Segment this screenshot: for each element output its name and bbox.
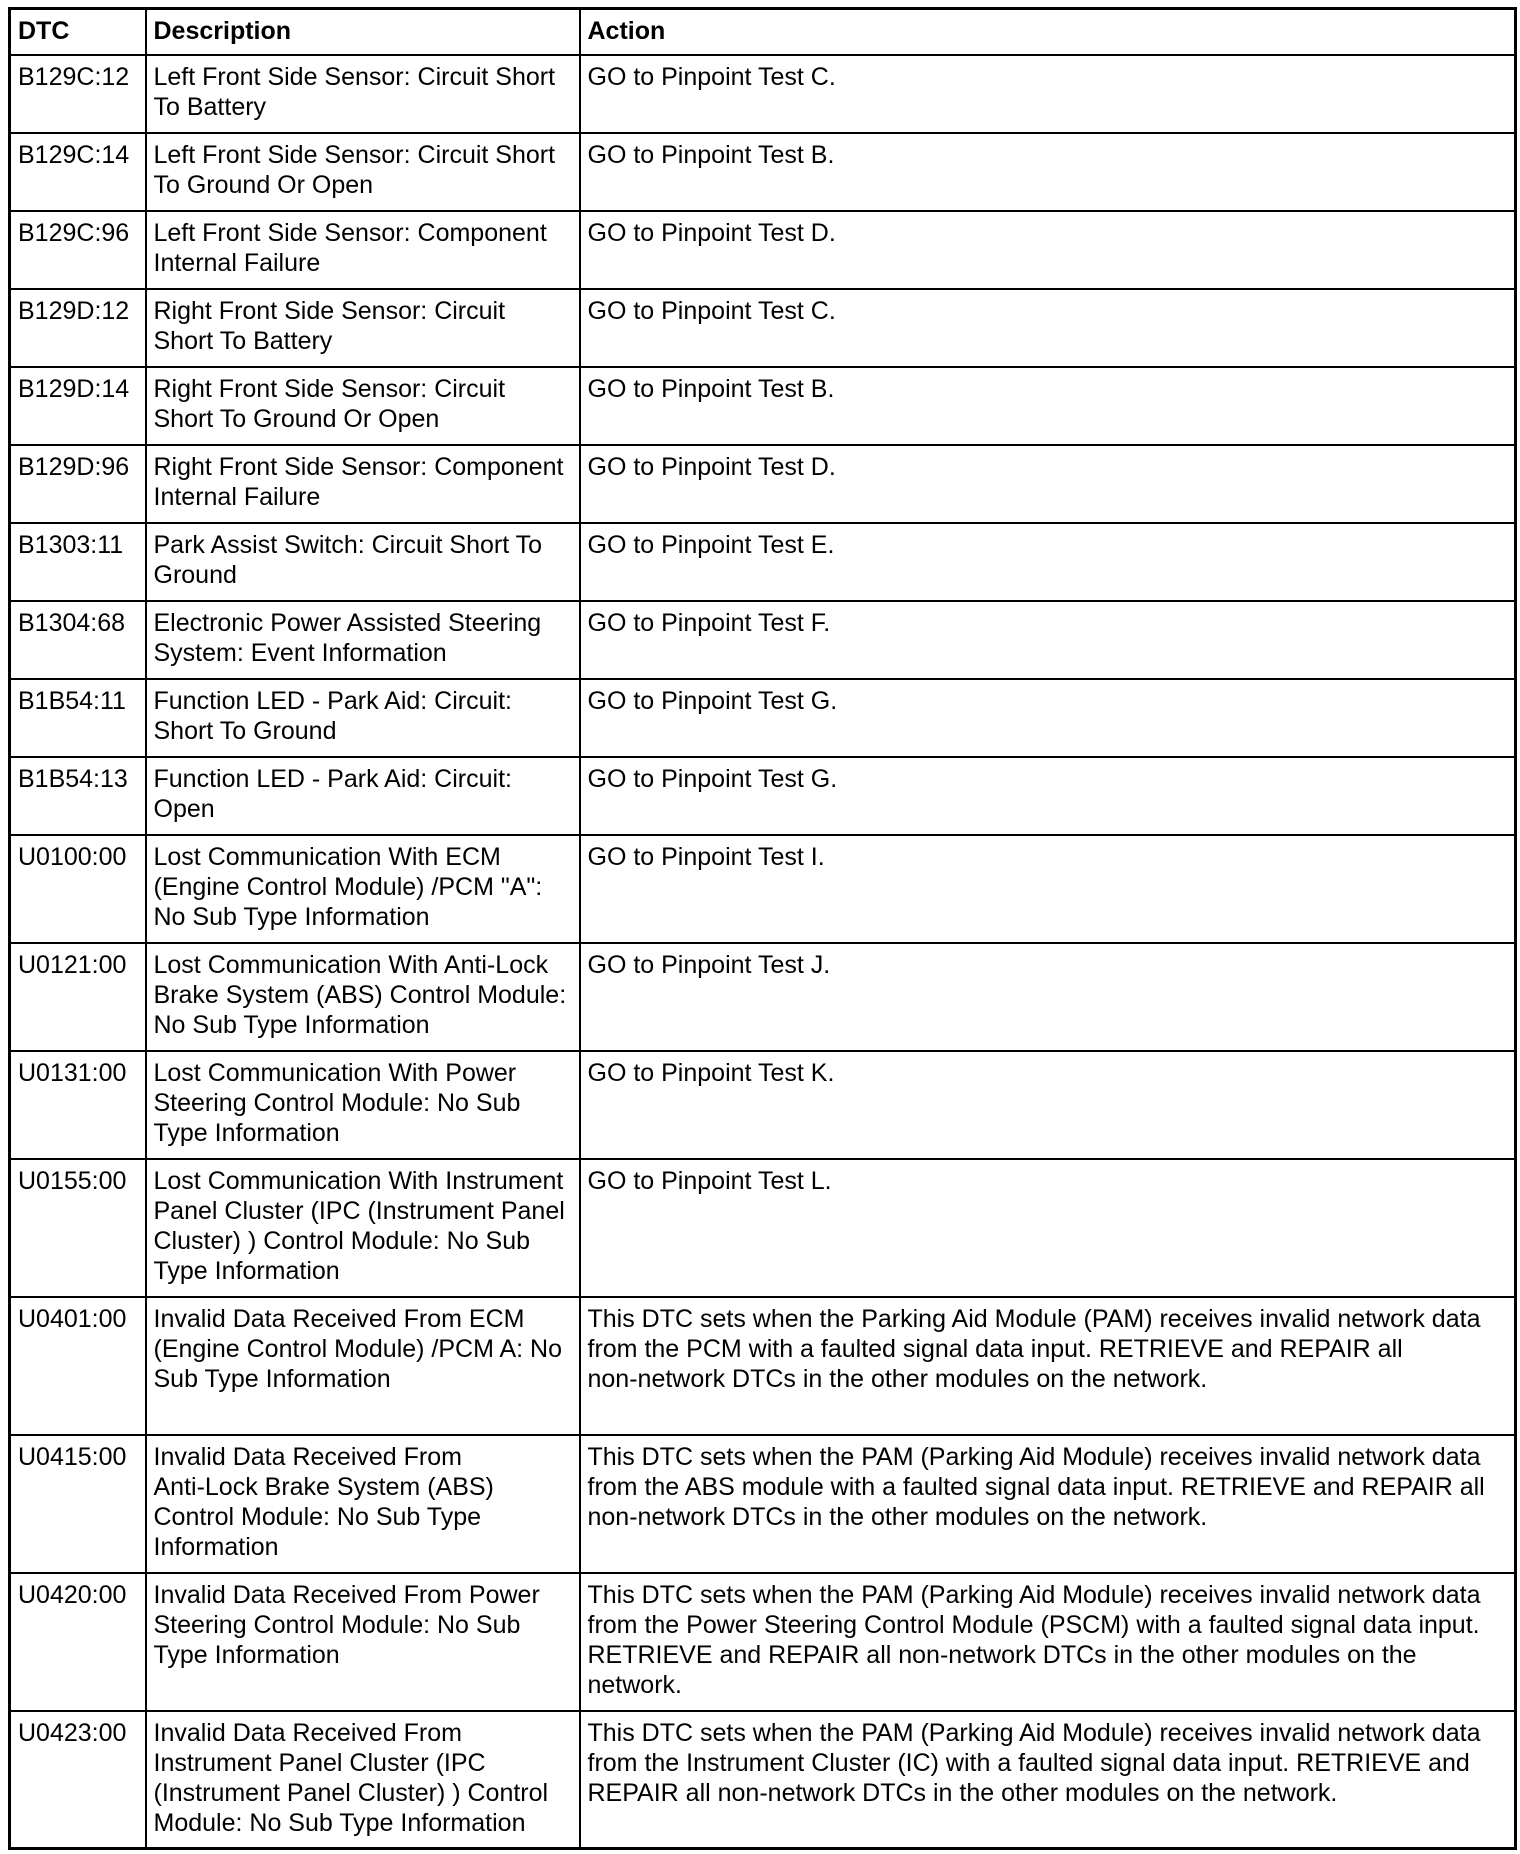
table-row (10, 133, 1516, 211)
dtc-action: This DTC sets when the PAM (Parking Aid Module) receives invalid network data from the Power Steering Control Module (PSCM) with a faulted signal data input. RETRIEVE and REPAIR all non-network DTCs in the other modules on the network. (580, 1573, 1516, 1711)
dtc-action: GO to Pinpoint Test G. (580, 679, 1516, 757)
dtc-action: This DTC sets when the PAM (Parking Aid Module) receives invalid network data from the Instrument Cluster (IC) with a faulted signal data input. RETRIEVE and REPAIR all non-network DTCs in the other modules on the network. (580, 1711, 1516, 1849)
table-row (10, 601, 1516, 679)
table-row (10, 1573, 1516, 1711)
table-row (10, 211, 1516, 289)
dtc-action: GO to Pinpoint Test C. (580, 55, 1516, 133)
dtc-action: GO to Pinpoint Test D. (580, 211, 1516, 289)
dtc-action: GO to Pinpoint Test B. (580, 367, 1516, 445)
dtc-code: B1303:11 (10, 523, 146, 601)
table-row (10, 523, 1516, 601)
table-row (10, 367, 1516, 445)
dtc-description: Function LED - Park Aid: Circuit: Open (146, 757, 580, 835)
dtc-code: B129D:96 (10, 445, 146, 523)
dtc-action: GO to Pinpoint Test B. (580, 133, 1516, 211)
dtc-description: Invalid Data Received From Anti-Lock Brake System (ABS) Control Module: No Sub Type Information (146, 1435, 580, 1573)
dtc-action: This DTC sets when the Parking Aid Module (PAM) receives invalid network data from the PCM with a faulted signal data input. RETRIEVE and REPAIR all non-network DTCs in the other modules on the network. (580, 1297, 1516, 1435)
dtc-description: Left Front Side Sensor: Circuit Short To Ground Or Open (146, 133, 580, 211)
dtc-action: GO to Pinpoint Test I. (580, 835, 1516, 943)
dtc-description: Left Front Side Sensor: Circuit Short To Battery (146, 55, 580, 133)
dtc-code: B1304:68 (10, 601, 146, 679)
dtc-code: U0121:00 (10, 943, 146, 1051)
header-description: Description (146, 9, 580, 55)
dtc-code: B1B54:11 (10, 679, 146, 757)
dtc-description: Invalid Data Received From ECM (Engine Control Module) /PCM A: No Sub Type Information (146, 1297, 580, 1435)
dtc-description: Lost Communication With Anti-Lock Brake System (ABS) Control Module: No Sub Type Information (146, 943, 580, 1051)
header-action: Action (580, 9, 1516, 55)
dtc-code: U0155:00 (10, 1159, 146, 1297)
table-row (10, 757, 1516, 835)
dtc-action: GO to Pinpoint Test C. (580, 289, 1516, 367)
table-row (10, 943, 1516, 1051)
dtc-action: GO to Pinpoint Test J. (580, 943, 1516, 1051)
dtc-description: Lost Communication With ECM (Engine Control Module) /PCM "A": No Sub Type Information (146, 835, 580, 943)
table-row (10, 1159, 1516, 1297)
dtc-code: B129C:12 (10, 55, 146, 133)
dtc-action: GO to Pinpoint Test K. (580, 1051, 1516, 1159)
dtc-description: Right Front Side Sensor: Circuit Short To Battery (146, 289, 580, 367)
table-row (10, 835, 1516, 943)
dtc-description: Invalid Data Received From Power Steering Control Module: No Sub Type Information (146, 1573, 580, 1711)
dtc-description: Electronic Power Assisted Steering System: Event Information (146, 601, 580, 679)
header-dtc: DTC (10, 9, 146, 55)
dtc-description: Lost Communication With Power Steering Control Module: No Sub Type Information (146, 1051, 580, 1159)
dtc-code: U0401:00 (10, 1297, 146, 1435)
dtc-code: B129C:96 (10, 211, 146, 289)
dtc-code: U0100:00 (10, 835, 146, 943)
dtc-code: U0131:00 (10, 1051, 146, 1159)
dtc-code: U0423:00 (10, 1711, 146, 1849)
dtc-code: B129D:12 (10, 289, 146, 367)
dtc-action: GO to Pinpoint Test G. (580, 757, 1516, 835)
dtc-description: Lost Communication With Instrument Panel Cluster (IPC (Instrument Panel Cluster) ) Control Module: No Sub Type Information (146, 1159, 580, 1297)
dtc-description: Invalid Data Received From Instrument Panel Cluster (IPC (Instrument Panel Cluster) ) Control Module: No Sub Type Information (146, 1711, 580, 1849)
dtc-action: GO to Pinpoint Test L. (580, 1159, 1516, 1297)
dtc-description: Function LED - Park Aid: Circuit: Short To Ground (146, 679, 580, 757)
dtc-description: Right Front Side Sensor: Circuit Short To Ground Or Open (146, 367, 580, 445)
dtc-action: GO to Pinpoint Test F. (580, 601, 1516, 679)
dtc-code: U0420:00 (10, 1573, 146, 1711)
dtc-description: Left Front Side Sensor: Component Internal Failure (146, 211, 580, 289)
dtc-code: B129C:14 (10, 133, 146, 211)
dtc-table (8, 7, 1517, 1850)
dtc-action: GO to Pinpoint Test D. (580, 445, 1516, 523)
table-row (10, 289, 1516, 367)
table-row (10, 1051, 1516, 1159)
dtc-code: U0415:00 (10, 1435, 146, 1573)
dtc-description: Park Assist Switch: Circuit Short To Ground (146, 523, 580, 601)
table-row (10, 1297, 1516, 1435)
dtc-action: This DTC sets when the PAM (Parking Aid Module) receives invalid network data from the ABS module with a faulted signal data input. RETRIEVE and REPAIR all non-network DTCs in the other modules on the network. (580, 1435, 1516, 1573)
dtc-code: B129D:14 (10, 367, 146, 445)
table-row (10, 445, 1516, 523)
table-row (10, 55, 1516, 133)
dtc-code: B1B54:13 (10, 757, 146, 835)
table-row (10, 1711, 1516, 1849)
dtc-action: GO to Pinpoint Test E. (580, 523, 1516, 601)
dtc-description: Right Front Side Sensor: Component Internal Failure (146, 445, 580, 523)
header-row (10, 9, 1516, 55)
table-row (10, 1435, 1516, 1573)
table-row (10, 679, 1516, 757)
